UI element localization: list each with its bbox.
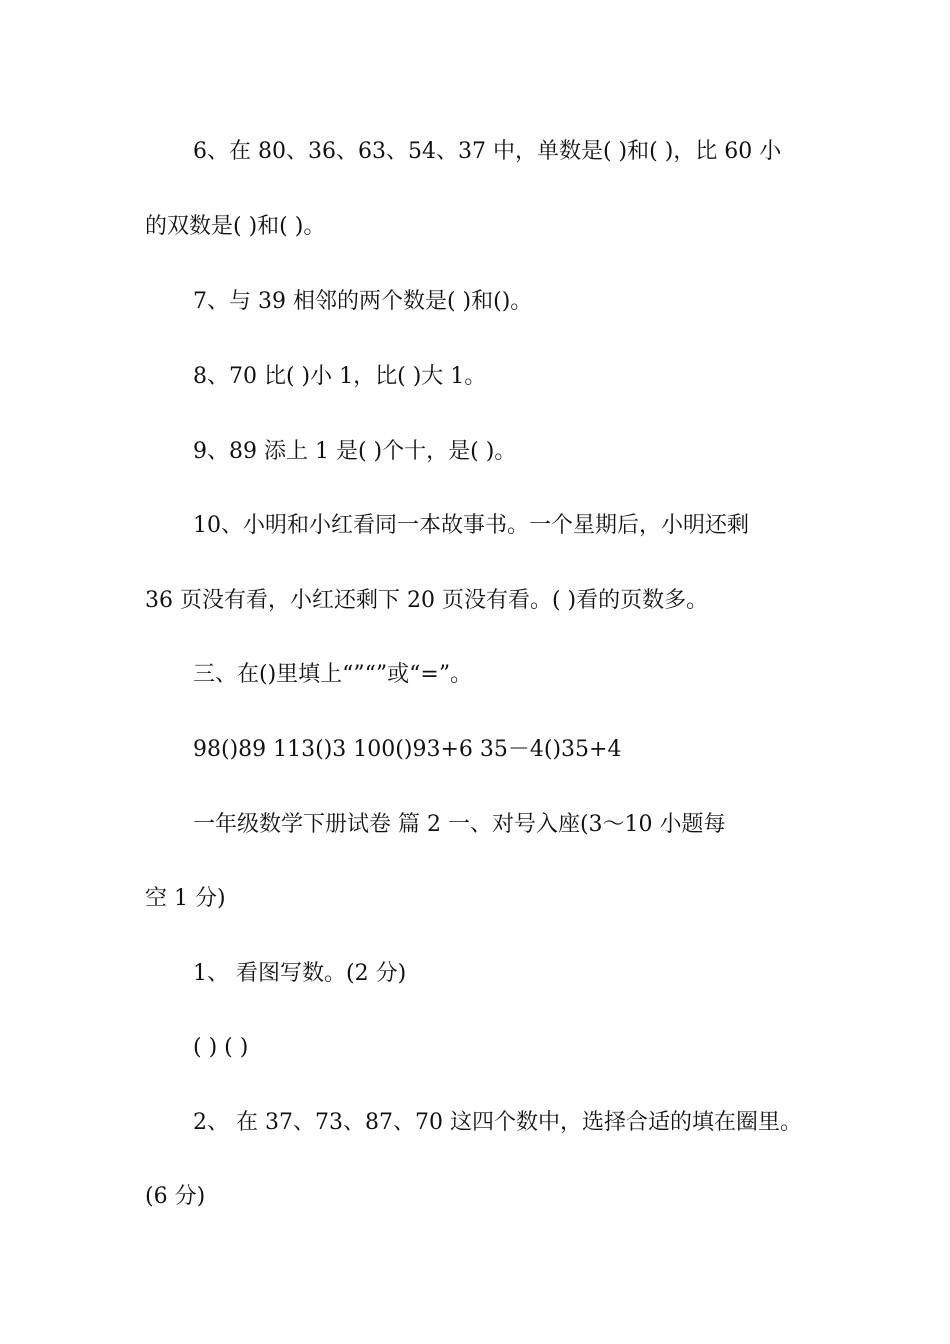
answer-blanks: ( ) ( ) [193,1035,249,1060]
question-6-line-2: 的双数是( )和( )。 [145,214,326,239]
comparison-exercises: 98()89 113()3 100()93+6 35－4()35+4 [193,737,622,762]
paper-2-title-line-2: 空 1 分) [145,886,226,911]
question-8: 8、70 比( )小 1，比( )大 1。 [193,364,487,389]
question-9: 9、89 添上 1 是( )个十，是( )。 [193,439,517,464]
question-10-line-2: 36 页没有看，小红还剩下 20 页没有看。( )看的页数多。 [145,588,709,613]
paper-2-question-2-line-2: (6 分) [145,1184,206,1209]
question-6-line-1: 6、在 80、36、63、54、37 中，单数是( )和( )，比 60 小 [193,139,782,164]
question-7: 7、与 39 相邻的两个数是( )和()。 [193,289,533,314]
paper-2-title-line-1: 一年级数学下册试卷 篇 2 一、对号入座(3～10 小题每 [193,812,726,837]
section-3-heading: 三、在()里填上“”“”或“=”。 [193,662,473,687]
paper-2-question-1: 1、 看图写数。(2 分) [193,961,407,986]
paper-2-question-2-line-1: 2、 在 37、73、87、70 这四个数中，选择合适的填在圈里。 [193,1110,802,1135]
question-10-line-1: 10、小明和小红看同一本故事书。一个星期后，小明还剩 [193,513,749,538]
